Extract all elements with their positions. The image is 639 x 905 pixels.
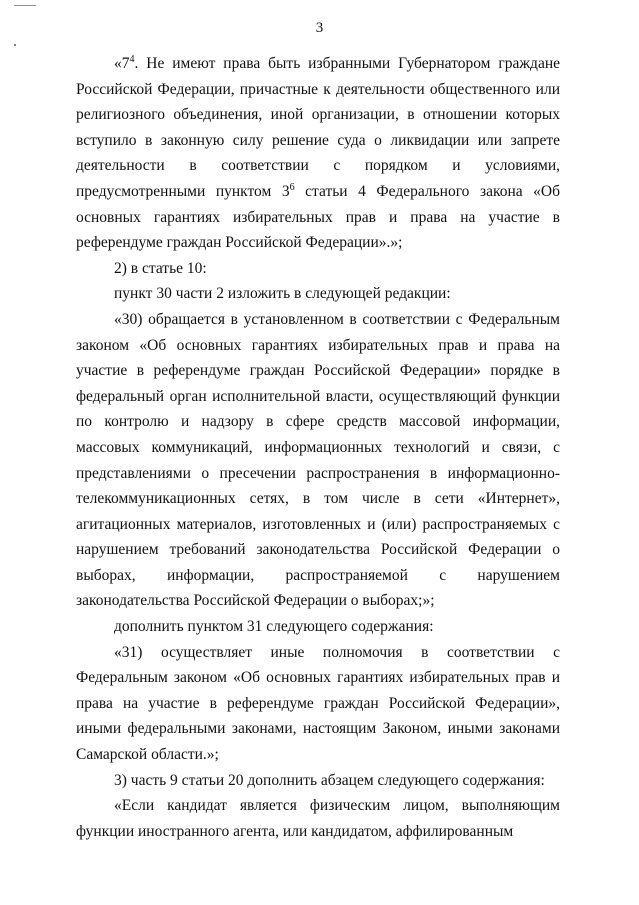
- paragraph-candidate-clause: «Если кандидат является физическим лицом, выполняющим функции иностранного агента, или кандидатом, аффилированным: [76, 797, 560, 840]
- p1-text-b: . Не имеют права быть избранными Губернатором граждане Российской Федерации, причастные к деятельности общественного или религиозного объединения, иной организации, в отношении которых вступило в законную силу решение суда о ликвидации или запрете деятельности в соответствии с порядком и условиями, предусмотренными пунктом 3: [76, 55, 560, 200]
- paragraph-point-31-intro: дополнить пунктом 31 следующего содержания:: [114, 618, 434, 636]
- paragraph-point-30: «30) обращается в установленном в соответствии с Федеральным законом «Об основных гарантиях избирательных прав и права на участие в референдуме граждан Российской Федерации» порядке в федеральный орган исполнительной власти, осуществляющий функции по контролю и надзору в сфере средств массовой информации, массовых коммуникаций, информационных технологий и связи, с представлениями о пресечении распространения в информационно-телекоммуникационных сетях, в том числе в сети «Интернет», агитационных материалов, изготовленных и (или) распространяемых с нарушением требований законодательства Российской Федерации о выборах, информации, распространяемой с нарушением законодательства Российской Федерации о выборах;»;: [76, 310, 560, 610]
- paragraph-point-30-intro: пункт 30 части 2 изложить в следующей редакции:: [114, 285, 451, 303]
- document-body: [76, 51, 560, 844]
- p1-text-a: «7: [114, 55, 130, 72]
- paragraph-item-3: 3) часть 9 статьи 20 дополнить абзацем следующего содержания:: [114, 771, 545, 789]
- p1-text-c: статьи 4 Федерального закона «Об основных гарантиях избирательных прав и права на участие в референдуме граждан Российской Федерации».»;: [76, 182, 560, 252]
- p1-superscript-b: 6: [289, 181, 295, 193]
- paragraph-point-31: «31) осуществляет иные полномочия в соответствии с Федеральным законом «Об основных гарантиях избирательных прав и права на участие в референдуме граждан Российской Федерации», иными федеральными законами, настоящим Законом, иными законами Самарской области.»;: [76, 643, 560, 764]
- paragraph-item-2: 2) в статье 10:: [114, 259, 207, 277]
- scan-mark-top: [14, 5, 36, 6]
- p1-superscript-a: 4: [129, 54, 135, 65]
- page-number: 3: [315, 20, 324, 36]
- scan-mark-dot: [14, 44, 16, 46]
- paragraph-article-7-4: [76, 51, 560, 256]
